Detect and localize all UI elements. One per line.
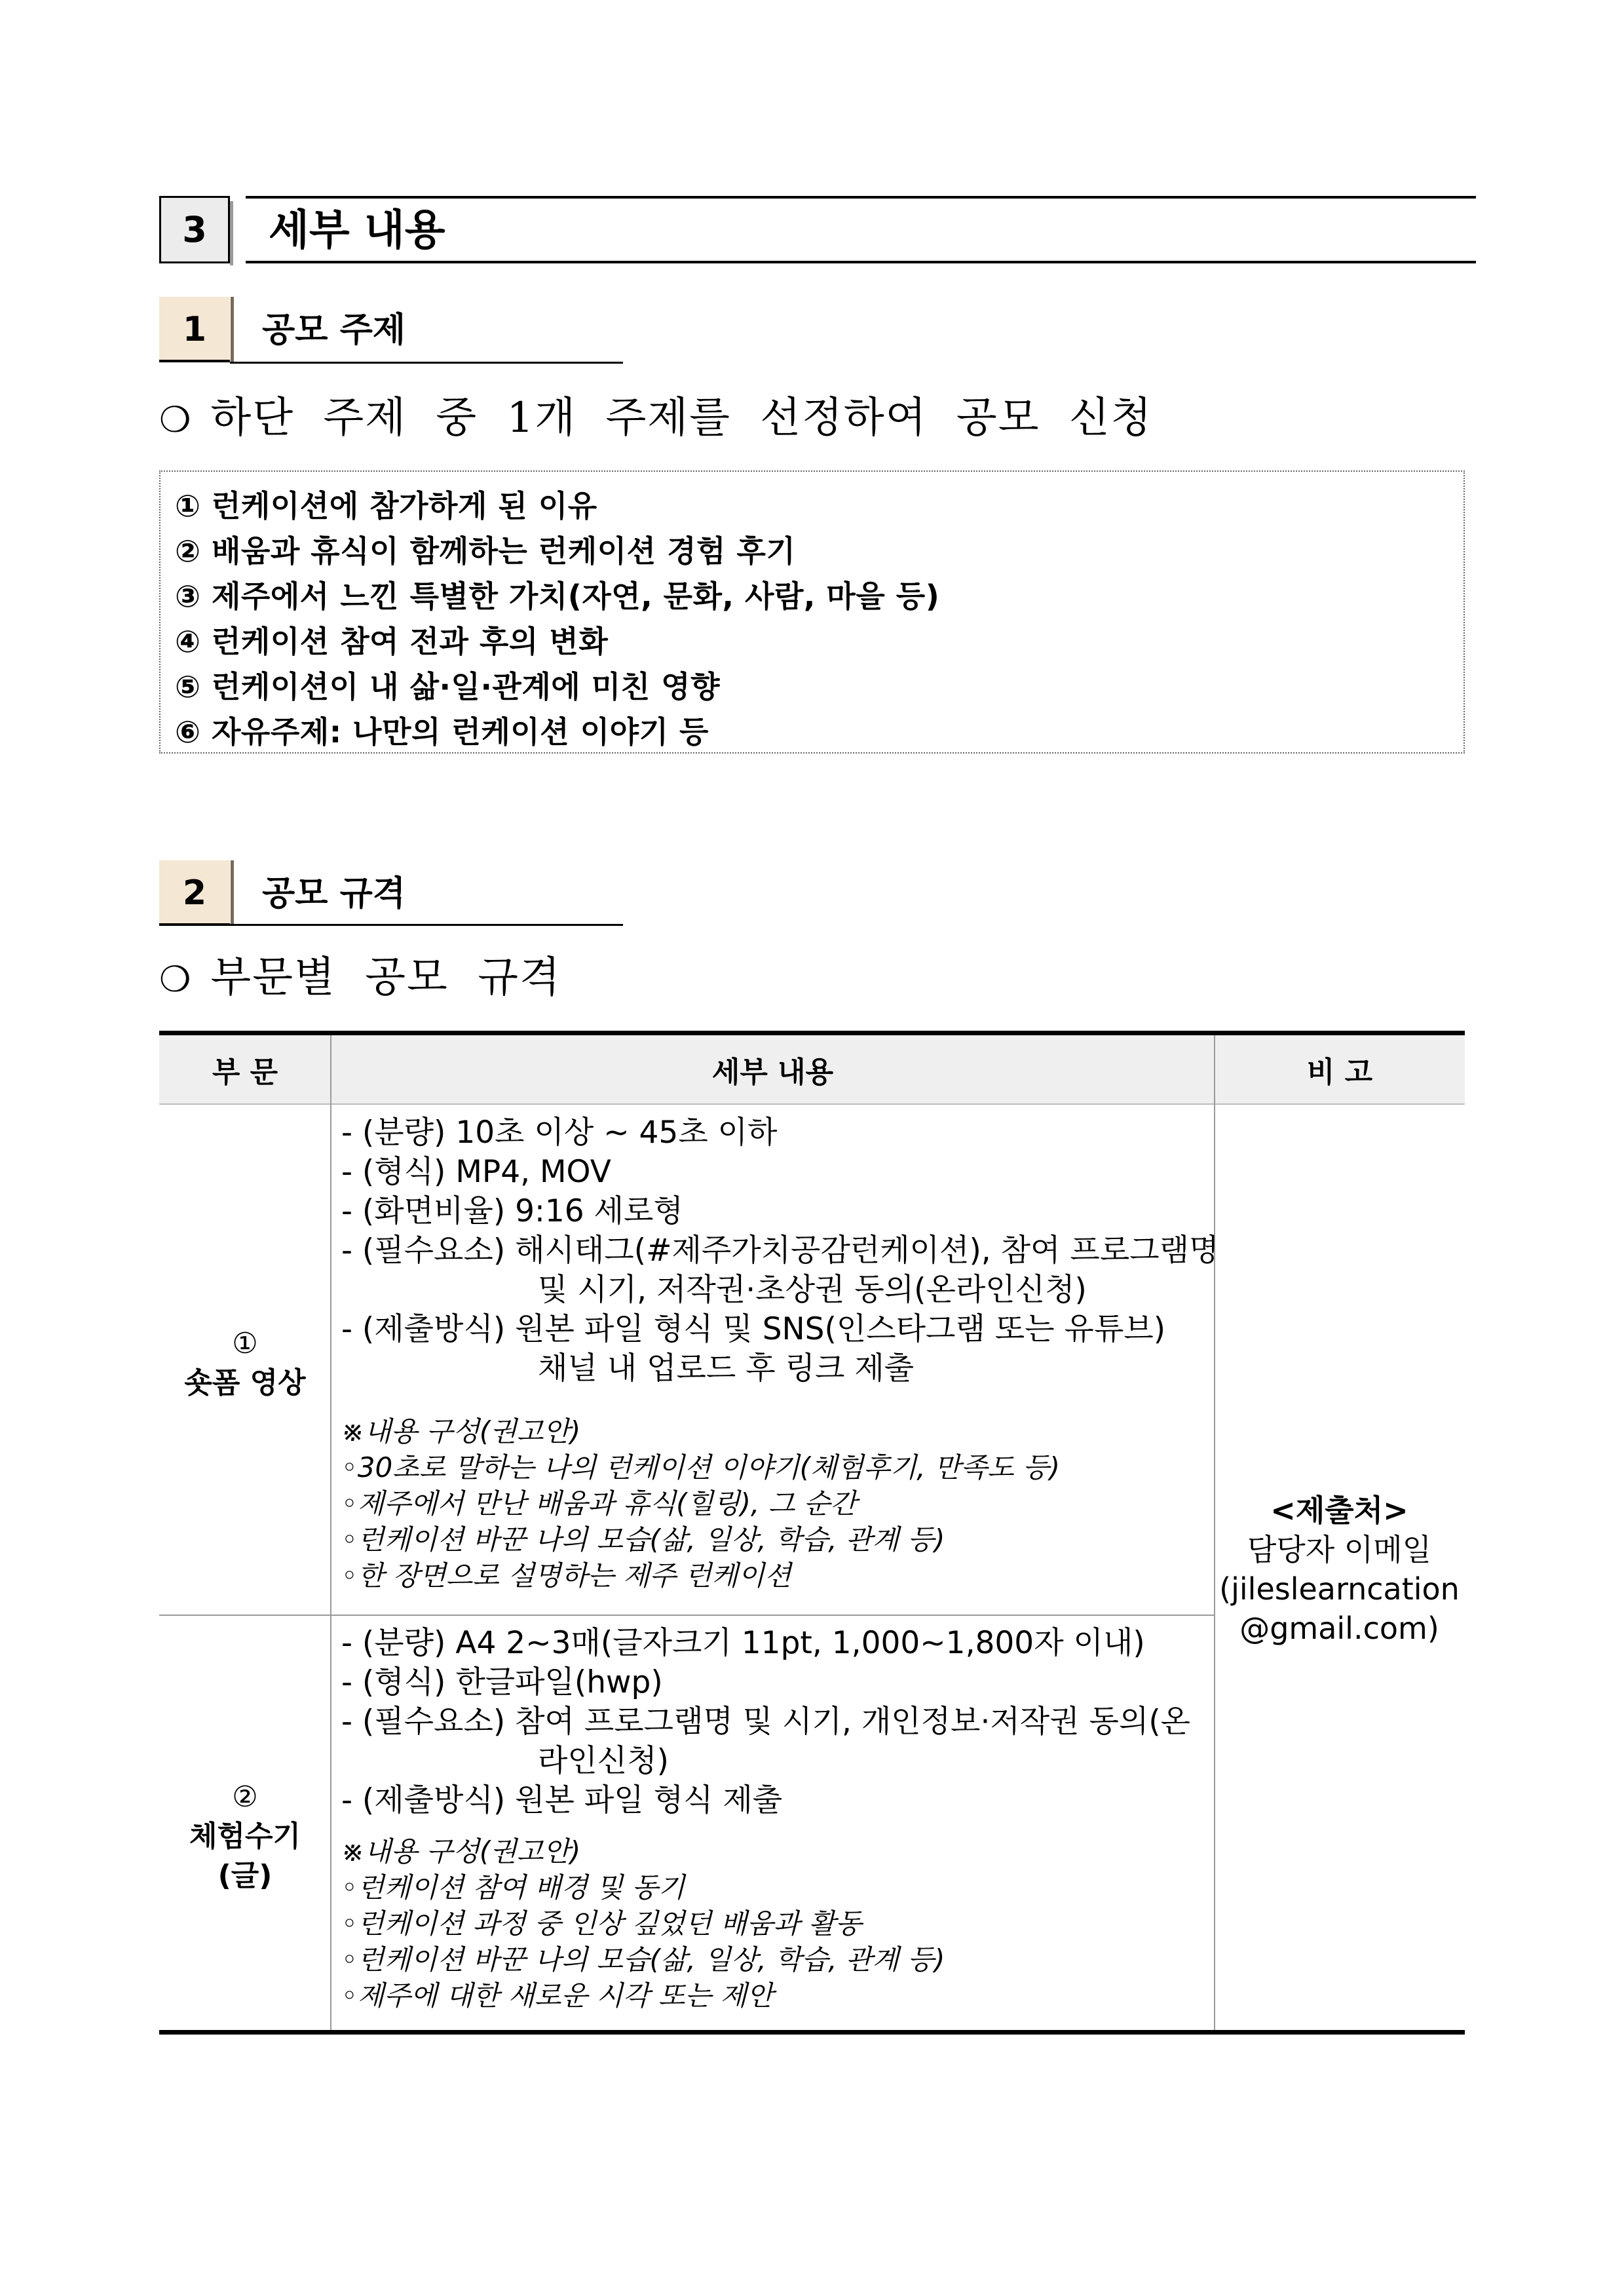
section-number-box [159,196,230,263]
detail-line: - (형식) MP4, MOV [341,1154,611,1190]
remark-line: (jileslearncation [1219,1571,1460,1607]
header-remark: 비 고 [1306,1056,1373,1089]
section-rule-top [246,196,1476,199]
theme-number-box [159,297,230,362]
spec-number-box [159,860,230,926]
detail-line: - (분량) A4 2~3매(글자크기 11pt, 1,000~1,800자 이내) [341,1625,1145,1661]
remark-title: <제출처> [1270,1493,1408,1528]
detail-line: 및 시기, 저작권·초상권 동의(온라인신청) [538,1272,1087,1308]
theme-bullet [159,392,1153,446]
table-top-rule [159,1031,1465,1035]
detail-line: - (필수요소) 해시태그(#제주가치공감런케이션), 참여 프로그램명 [341,1233,1219,1269]
circle-bullet-icon: ❍ [159,959,193,1000]
topic-item: ③ 제주에서 느낀 특별한 가치(자연, 문화, 사람, 마을 등) [175,579,940,614]
detail-line: - (제출방식) 원본 파일 형식 제출 [341,1782,783,1818]
table-bottom-rule [159,2030,1465,2035]
category-essay [159,1778,331,1896]
spec-title: 공모 규격 [262,874,406,913]
detail-line: - (필수요소) 참여 프로그램명 및 시기, 개인정보·저작권 동의(온 [341,1704,1191,1740]
row-divider [159,1615,1215,1616]
spec-bullet [159,951,561,1006]
remark-line: 담당자 이메일 [1247,1532,1432,1567]
section-number: 3 [182,209,207,250]
detail-line: - (형식) 한글파일(hwp) [341,1664,663,1700]
category-sub: (글) [217,1859,273,1892]
remark-cell [1214,1491,1465,1648]
topic-item: ⑤ 런케이션이 내 삶·일·관계에 미친 영향 [175,669,721,704]
note-line: ◦런케이션 바꾼 나의 모습(삶, 일상, 학습, 관계 등) [341,1943,945,1976]
category-number: ② [232,1780,258,1814]
note-line: ※내용 구성(권고안) [341,1415,581,1447]
section-title: 세부 내용 [269,206,445,255]
category-number: ① [232,1327,258,1360]
theme-title: 공모 주제 [262,311,406,350]
section-rule-bottom [246,261,1476,263]
spec-title-rule [230,924,623,926]
circle-bullet-icon: ❍ [159,399,193,440]
detail-line: - (화면비율) 9:16 세로형 [341,1193,683,1229]
spec-bullet-text: 부문별 공모 규격 [210,953,561,1002]
note-line: ◦런케이션 바꾼 나의 모습(삶, 일상, 학습, 관계 등) [341,1523,945,1556]
detail-line: 채널 내 업로드 후 링크 제출 [538,1350,915,1387]
spec-number: 2 [182,873,207,913]
note-line: ◦런케이션 과정 중 인상 깊었던 배움과 활동 [341,1907,862,1940]
note-line: ◦제주에 대한 새로운 시각 또는 제안 [341,1980,774,2012]
detail-line: 라인신청) [538,1743,669,1779]
detail-short-video [341,1113,1218,1594]
theme-title-rule [230,362,623,364]
detail-line: - (분량) 10초 이상 ~ 45초 이하 [341,1115,778,1151]
topic-item: ④ 런케이션 참여 전과 후의 변화 [175,624,609,659]
header-category: 부 문 [212,1056,278,1089]
category-name: 체험수기 [189,1820,301,1853]
detail-essay [341,1624,1190,2014]
note-line: ※내용 구성(권고안) [341,1835,581,1867]
topic-item: ① 런케이션에 참가하게 된 이유 [175,488,597,524]
detail-line: - (제출방식) 원본 파일 형식 및 SNS(인스타그램 또는 유튜브) [341,1311,1166,1347]
theme-bullet-text: 하단 주제 중 1개 주제를 선정하여 공모 신청 [210,394,1153,442]
category-short-video [159,1324,331,1403]
table-header-row [159,1035,1465,1105]
note-line: ◦30초로 말하는 나의 런케이션 이야기(체험후기, 만족도 등) [341,1451,1061,1483]
note-line: ◦런케이션 참여 배경 및 동기 [341,1871,685,1904]
note-line: ◦제주에서 만난 배움과 휴식(힐링), 그 순간 [341,1487,857,1520]
note-line: ◦한 장면으로 설명하는 제주 런케이션 [341,1559,791,1592]
header-detail: 세부 내용 [711,1056,834,1089]
category-name: 숏폼 영상 [184,1366,306,1400]
theme-number: 1 [182,310,207,349]
topic-item: ② 배움과 휴식이 함께하는 런케이션 경험 후기 [175,533,796,569]
topics-box [159,470,1465,754]
topic-item: ⑥ 자유주제: 나만의 런케이션 이야기 등 [175,714,709,750]
remark-line: @gmail.com) [1239,1611,1439,1646]
